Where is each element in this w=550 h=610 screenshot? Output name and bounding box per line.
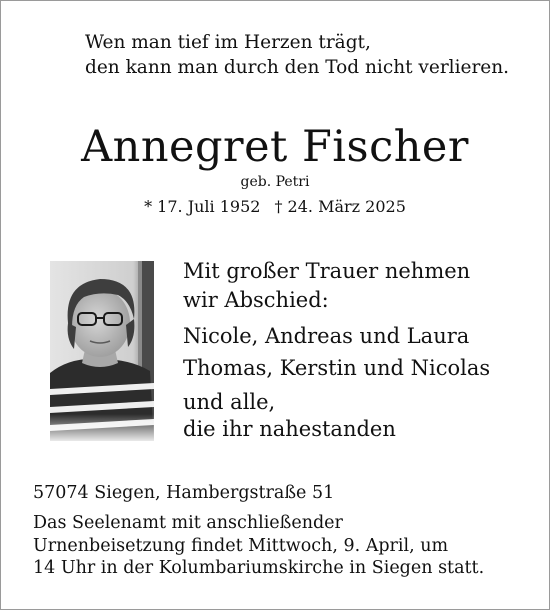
motto-line-2: den kann man durch den Tod nicht verlieren. <box>85 57 510 78</box>
death-date: † 24. März 2025 <box>274 197 406 216</box>
birth-name: geb. Petri <box>240 174 310 190</box>
service-notice-line-2: Urnenbeisetzung findet Mittwoch, 9. April, um <box>33 535 449 556</box>
motto-line-1: Wen man tief im Herzen trägt, <box>85 32 371 53</box>
portrait-photo <box>50 261 154 441</box>
mourners-closing-line-2: die ihr nahestanden <box>183 417 396 441</box>
mourners-intro-line-1: Mit großer Trauer nehmen <box>183 259 471 283</box>
deceased-name: Annegret Fischer <box>81 122 469 172</box>
mourning-address: 57074 Siegen, Hambergstraße 51 <box>33 483 335 503</box>
life-dates <box>1 196 549 218</box>
mourners-closing-line-1: und alle, <box>183 390 276 414</box>
portrait-photo-icon <box>50 261 154 441</box>
mourners-text <box>183 257 490 443</box>
mourners-family-2: Thomas, Kerstin und Nicolas <box>183 356 491 380</box>
motto-quote <box>85 30 509 80</box>
service-notice <box>33 512 484 580</box>
birth-date: * 17. Juli 1952 <box>144 197 261 216</box>
mourners-family-1: Nicole, Andreas und Laura <box>183 324 470 348</box>
mourners-intro-line-2: wir Abschied: <box>183 288 329 312</box>
service-notice-line-1: Das Seelenamt mit anschließender <box>33 513 343 533</box>
service-notice-line-3: 14 Uhr in der Kolumbariumskirche in Siegen statt. <box>33 558 485 578</box>
